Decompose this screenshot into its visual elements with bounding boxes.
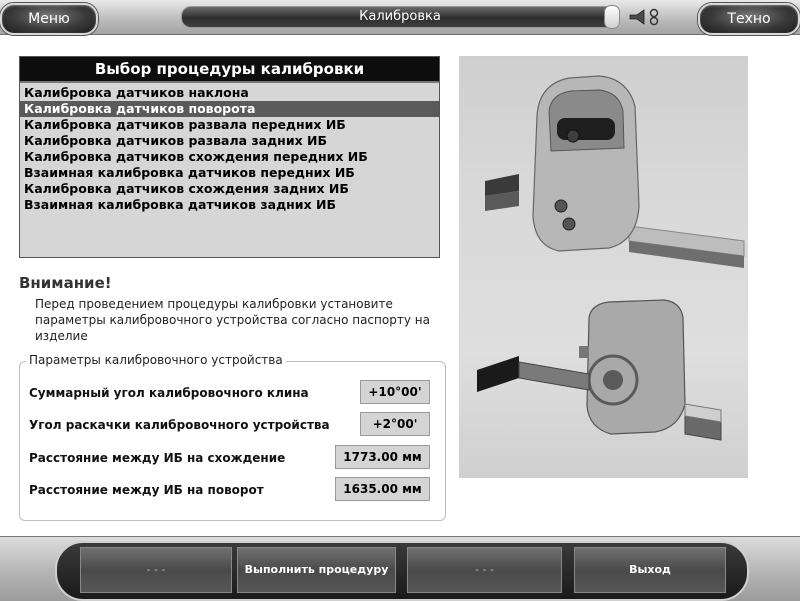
- top-toolbar: [0, 0, 800, 35]
- calibration-params-group: [19, 353, 446, 521]
- turn-distance-label: Расстояние между ИБ на поворот: [29, 483, 264, 497]
- warning-text: Перед проведением процедуры калибровки установите параметры калибровочного устройства согласно паспорту на изделие: [35, 297, 430, 343]
- bottom-button-1[interactable]: - - -: [80, 547, 232, 593]
- procedure-item[interactable]: Взаимная калибровка датчиков передних ИБ: [24, 165, 355, 180]
- swing-angle-value[interactable]: +2°00': [360, 412, 430, 436]
- title-knob: [604, 5, 620, 29]
- procedure-item[interactable]: Взаимная калибровка датчиков задних ИБ: [24, 197, 336, 212]
- procedure-list: [20, 83, 439, 213]
- bottom-toolbar: [0, 536, 800, 601]
- params-legend: Параметры калибровочного устройства: [26, 353, 286, 367]
- exit-button[interactable]: Выход: [574, 547, 726, 593]
- toe-distance-value[interactable]: 1773.00 мм: [335, 445, 430, 469]
- warning-title: Внимание!: [19, 274, 112, 292]
- procedure-item[interactable]: Калибровка датчиков наклона: [24, 85, 249, 100]
- procedure-item-selected[interactable]: Калибровка датчиков поворота: [20, 101, 439, 117]
- calibration-device-illustration: [459, 56, 748, 478]
- procedure-item[interactable]: Калибровка датчиков развала передних ИБ: [24, 117, 346, 132]
- run-procedure-button[interactable]: Выполнить процедуру: [237, 547, 396, 593]
- swing-angle-label: Угол раскачки калибровочного устройства: [29, 418, 330, 432]
- turn-distance-value[interactable]: 1635.00 мм: [335, 477, 430, 501]
- speaker-icon[interactable]: [628, 8, 660, 26]
- procedure-item[interactable]: Калибровка датчиков схождения передних ИБ: [24, 149, 368, 164]
- calibration-device-image: [459, 56, 748, 478]
- wedge-angle-value[interactable]: +10°00': [360, 380, 430, 404]
- tech-button[interactable]: Техно: [698, 3, 800, 35]
- procedure-list-panel: [19, 56, 440, 258]
- window-title-text: Калибровка: [359, 9, 441, 24]
- procedure-item[interactable]: Калибровка датчиков схождения задних ИБ: [24, 181, 349, 196]
- window-title: [181, 6, 619, 28]
- wedge-angle-label: Суммарный угол калибровочного клина: [29, 386, 309, 400]
- procedure-item[interactable]: Калибровка датчиков развала задних ИБ: [24, 133, 327, 148]
- procedure-list-header: Выбор процедуры калибровки: [20, 57, 439, 83]
- toe-distance-label: Расстояние между ИБ на схождение: [29, 451, 286, 465]
- menu-button[interactable]: Меню: [0, 3, 98, 35]
- bottom-button-3[interactable]: - - -: [407, 547, 562, 593]
